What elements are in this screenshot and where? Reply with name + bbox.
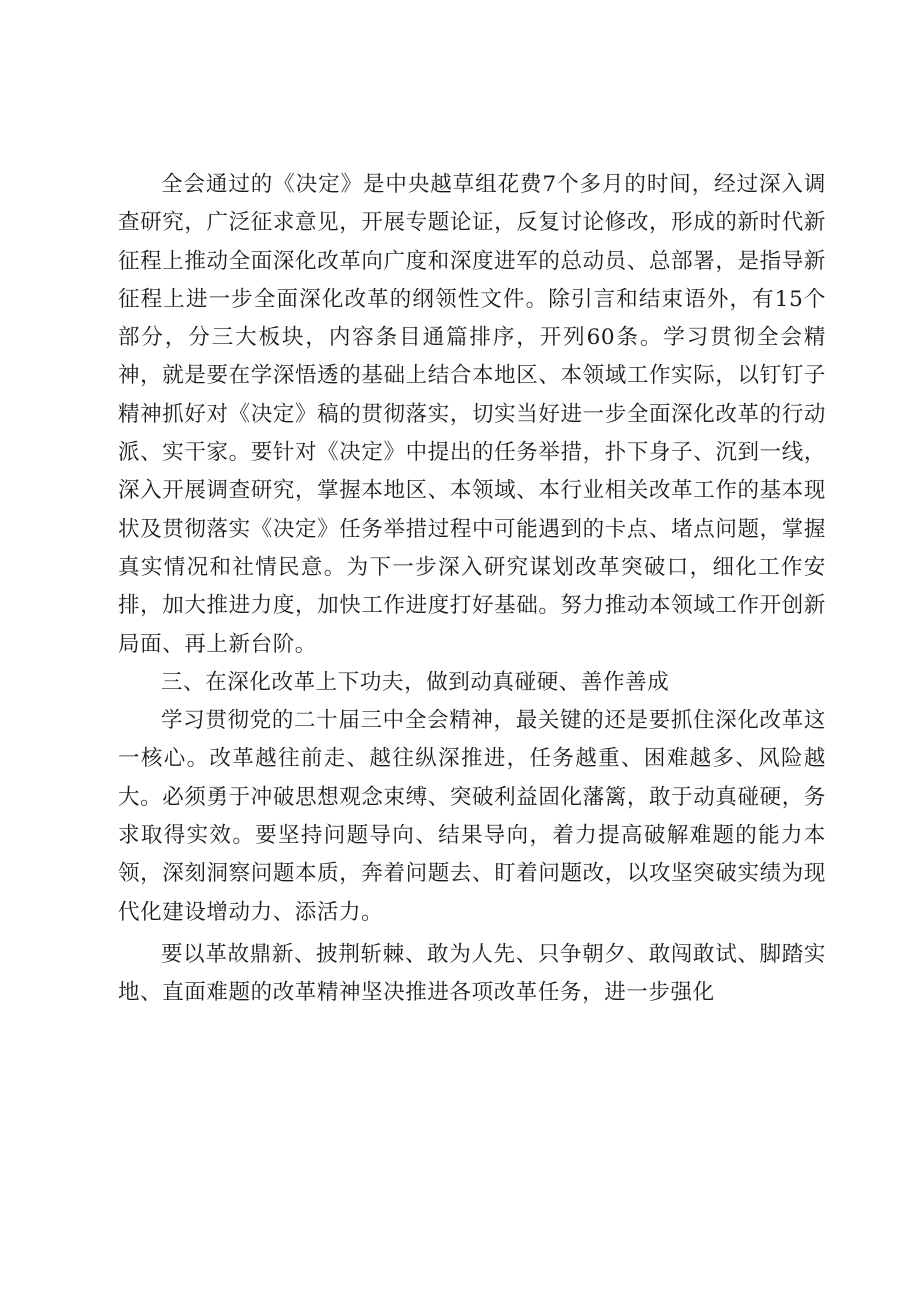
paragraph-2: 学习贯彻党的二十届三中全会精神，最关键的还是要抓住深化改革这一核心。改革越往前走、越往纵深推进，任务越重、困难越多、风险越大。必须勇于冲破思想观念束缚、突破利益固化藩篱，敢于动真碰硬，务求取得实效。要坚持问题导向、结果导向，着力提高破解难题的能力本领，深刻洞察问题本质，奔着问题去、盯着问题改，以攻坚突破实绩为现代化建设增动力、添活力。 xyxy=(118,708,826,925)
paragraph-3: 要以革故鼎新、披荆斩棘、敢为人先、只争朝夕、敢闯敢试、脚踏实地、直面难题的改革精神坚决推进各项改革任务，进一步强化 xyxy=(118,941,826,1006)
paragraph-1: 全会通过的《决定》是中央越草组花费7个多月的时间，经过深入调查研究，广泛征求意见，开展专题论证，反复讨论修改，形成的新时代新征程上推动全面深化改革向广度和深度进军的总动员、总部署，是指导新征程上进一步全面深化改革的纲领性文件。除引言和结束语外，有15个部分，分三大板块，内容条目通篇排序，开列60条。学习贯彻全会精神，就是要在学深悟透的基础上结合本地区、本领域工作实际，以钉钉子精神抓好对《决定》稿的贯彻落实，切实当好进一步全面深化改革的行动派、实干家。要针对《决定》中提出的任务举措，扑下身子、沉到一线，深入开展调查研究，掌握本地区、本领域、本行业相关改革工作的基本现状及贯彻落实《决定》任务举措过程中可能遇到的卡点、堵点问题，掌握真实情况和社情民意。为下一步深入研究谋划改革突破口，细化工作安排，加大推进力度，加快工作进度打好基础。努力推动本领域工作开创新局面、再上新台阶。 xyxy=(118,172,826,657)
section-heading: 三、在深化改革上下功夫，做到动真碰硬、善作善成 xyxy=(161,669,670,695)
document-page xyxy=(118,166,826,1013)
